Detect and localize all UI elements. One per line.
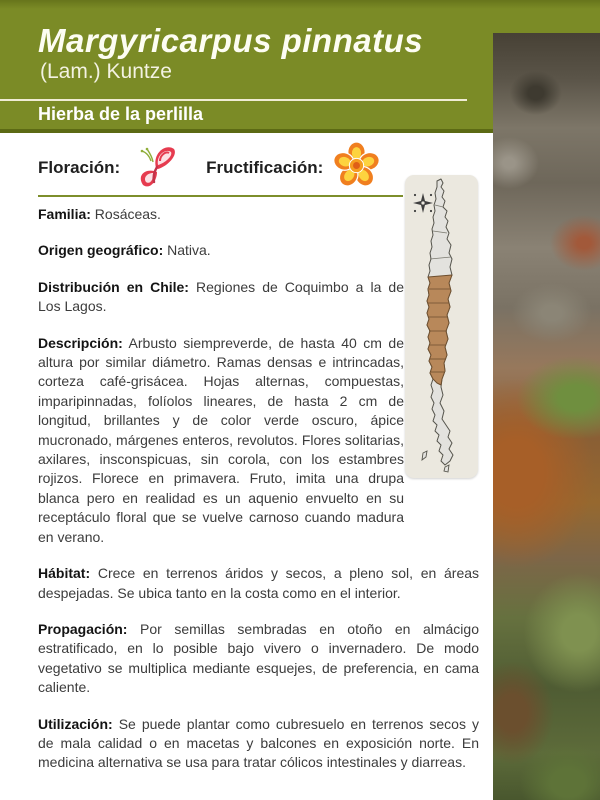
habitat-photo: [493, 33, 600, 800]
section-descripcion: Descripción: Arbusto siempreverde, de hasta 40 cm de altura por similar diámetro. Ramas densas e intrincadas, corteza café-grisácea. Hojas alternas, compuestas, imparipinnadas, folíolos lineares, de hasta 2 cm de longitud, brillantes y de color verde oscuro, ápice mucronado, márgenes enteros, revolutos. Flores solitarias, axilares, insconspicuas, sin corola, con los estambres rojizos. Florece en primavera. Fruto, imita una drupa blanca pero en realidad es un aquenio envuelto en su receptáculo floral que se vuelve carnoso cuando madura en verano.: [38, 334, 404, 545]
flower-icon: [333, 142, 380, 194]
flowering-label: Floración:: [38, 158, 121, 177]
section-familia: Familia: Rosáceas.: [38, 206, 161, 222]
species-author: (Lam.) Kuntze: [40, 60, 172, 83]
header-divider-line: [0, 99, 467, 101]
fruiting-label: Fructificación:: [206, 158, 324, 177]
body-text: [0, 205, 493, 790]
section-utilizacion: Utilización: Se puede plantar como cubresuelo en terrenos secos y de mala calidad o en macetas y balcones en exposición norte. En medicina alternativa se usa para tratar cólicos intestinales y diarreas.: [38, 715, 479, 771]
species-title: Margyricarpus pinnatus: [38, 22, 424, 59]
section-origen-geografico: Origen geográfico: Nativa.: [38, 242, 211, 259]
common-name: Hierba de la perlilla: [38, 104, 204, 124]
section-distribucion: Distribución en Chile: Regiones de Coquimbo a la de Los Lagos.: [38, 278, 404, 315]
phenology-divider: [38, 195, 403, 197]
section-propagacion: Propagación: Por semillas sembradas en otoño en almácigo estratificado, en lo posible bajo vivero o invernadero. De modo vegetativo se multiplica mediante esquejes, de preferencia, en cama caliente.: [38, 620, 479, 696]
section-habitat: Hábitat: Crece en terrenos áridos y secos, a pleno sol, en áreas despejadas. Se ubica tanto en la costa como en el interior.: [38, 565, 480, 601]
butterfly-icon: [130, 141, 180, 196]
